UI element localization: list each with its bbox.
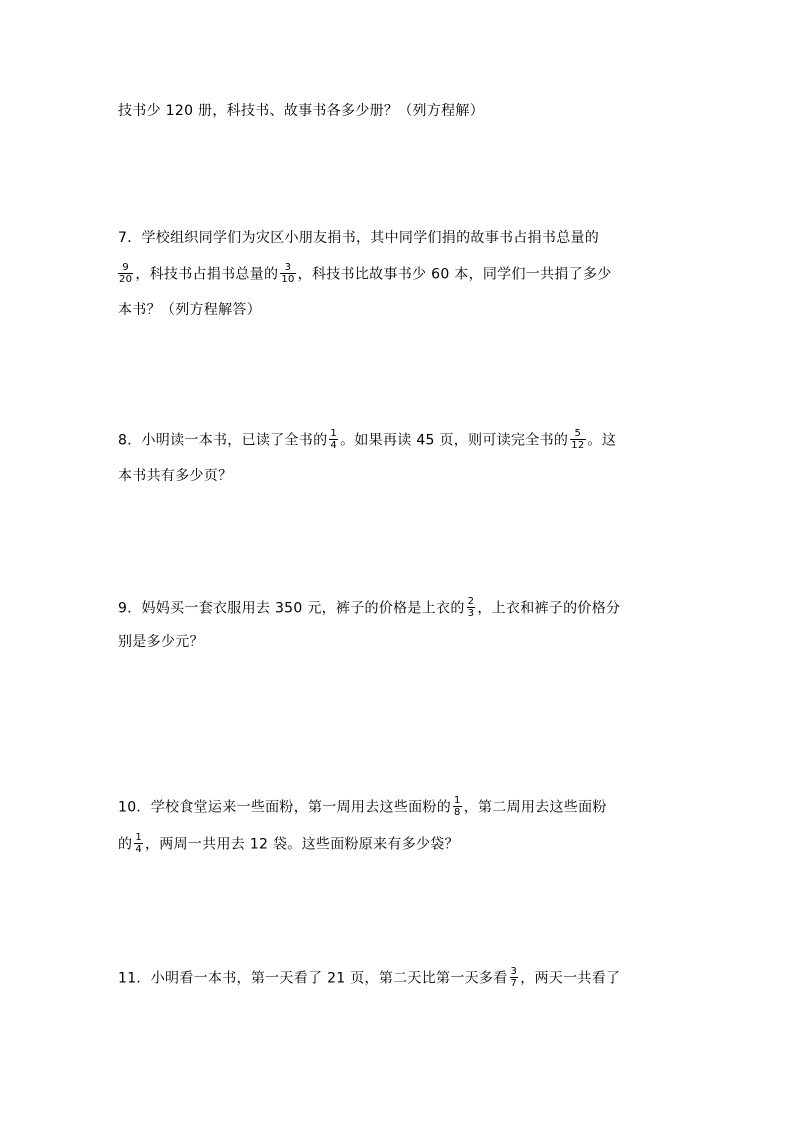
q7-line-2: $\frac{9}{20}$ ，科技书占捐书总量的 $\frac{3}{10}$ ，科技书比故事书少 60 本，同学们一共捐了多少 — [119, 262, 612, 285]
q7-line-3: 本书？（列方程解答） — [118, 302, 261, 318]
q6-line-1: 技书少 120 册，科技书、故事书各多少册？（列方程解） — [118, 103, 485, 119]
q9-line-2: 别是多少元？ — [118, 634, 204, 650]
fraction-1-4: $\frac{1}{4}$ — [135, 832, 142, 855]
fraction-3-7: $\frac{3}{7}$ — [510, 966, 518, 989]
fraction-1-8: $\frac{1}{8}$ — [454, 795, 461, 818]
fraction-1-4: $\frac{1}{4}$ — [330, 428, 338, 451]
q7-line-1: 7．学校组织同学们为灾区小朋友捐书，其中同学们捐的故事书占捐书总量的 — [118, 230, 600, 246]
fraction-3-10: $\frac{3}{10}$ — [281, 262, 295, 285]
q11-line-1: 11．小明看一本书，第一天看了 21 页，第二天比第一天多看 $\frac{3}{7}$ ，两天一共看了 — [118, 966, 621, 989]
fraction-2-3: $\frac{2}{3}$ — [467, 596, 475, 619]
fraction-5-12: $\frac{5}{12}$ — [571, 428, 585, 451]
q9-line-1: 9．妈妈买一套衣服用去 350 元，裤子的价格是上衣的 $\frac{2}{3}$ ，上衣和裤子的价格分 — [118, 596, 621, 619]
q10-line-1: 10．学校食堂运来一些面粉，第一周用去这些面粉的 $\frac{1}{8}$ ，第二周用去这些面粉 — [118, 795, 607, 818]
q10-line-2: 的 $\frac{1}{4}$ ，两周一共用去 12 袋。这些面粉原来有多少袋？ — [118, 832, 459, 855]
fraction-9-20: $\frac{9}{20}$ — [119, 262, 133, 285]
q8-line-2: 本书共有多少页？ — [118, 468, 233, 484]
q8-line-1: 8．小明读一本书，已读了全书的 $\frac{1}{4}$ 。如果再读 45 页，则可读完全书的 $\frac{5}{12}$ 。这 — [118, 428, 617, 451]
